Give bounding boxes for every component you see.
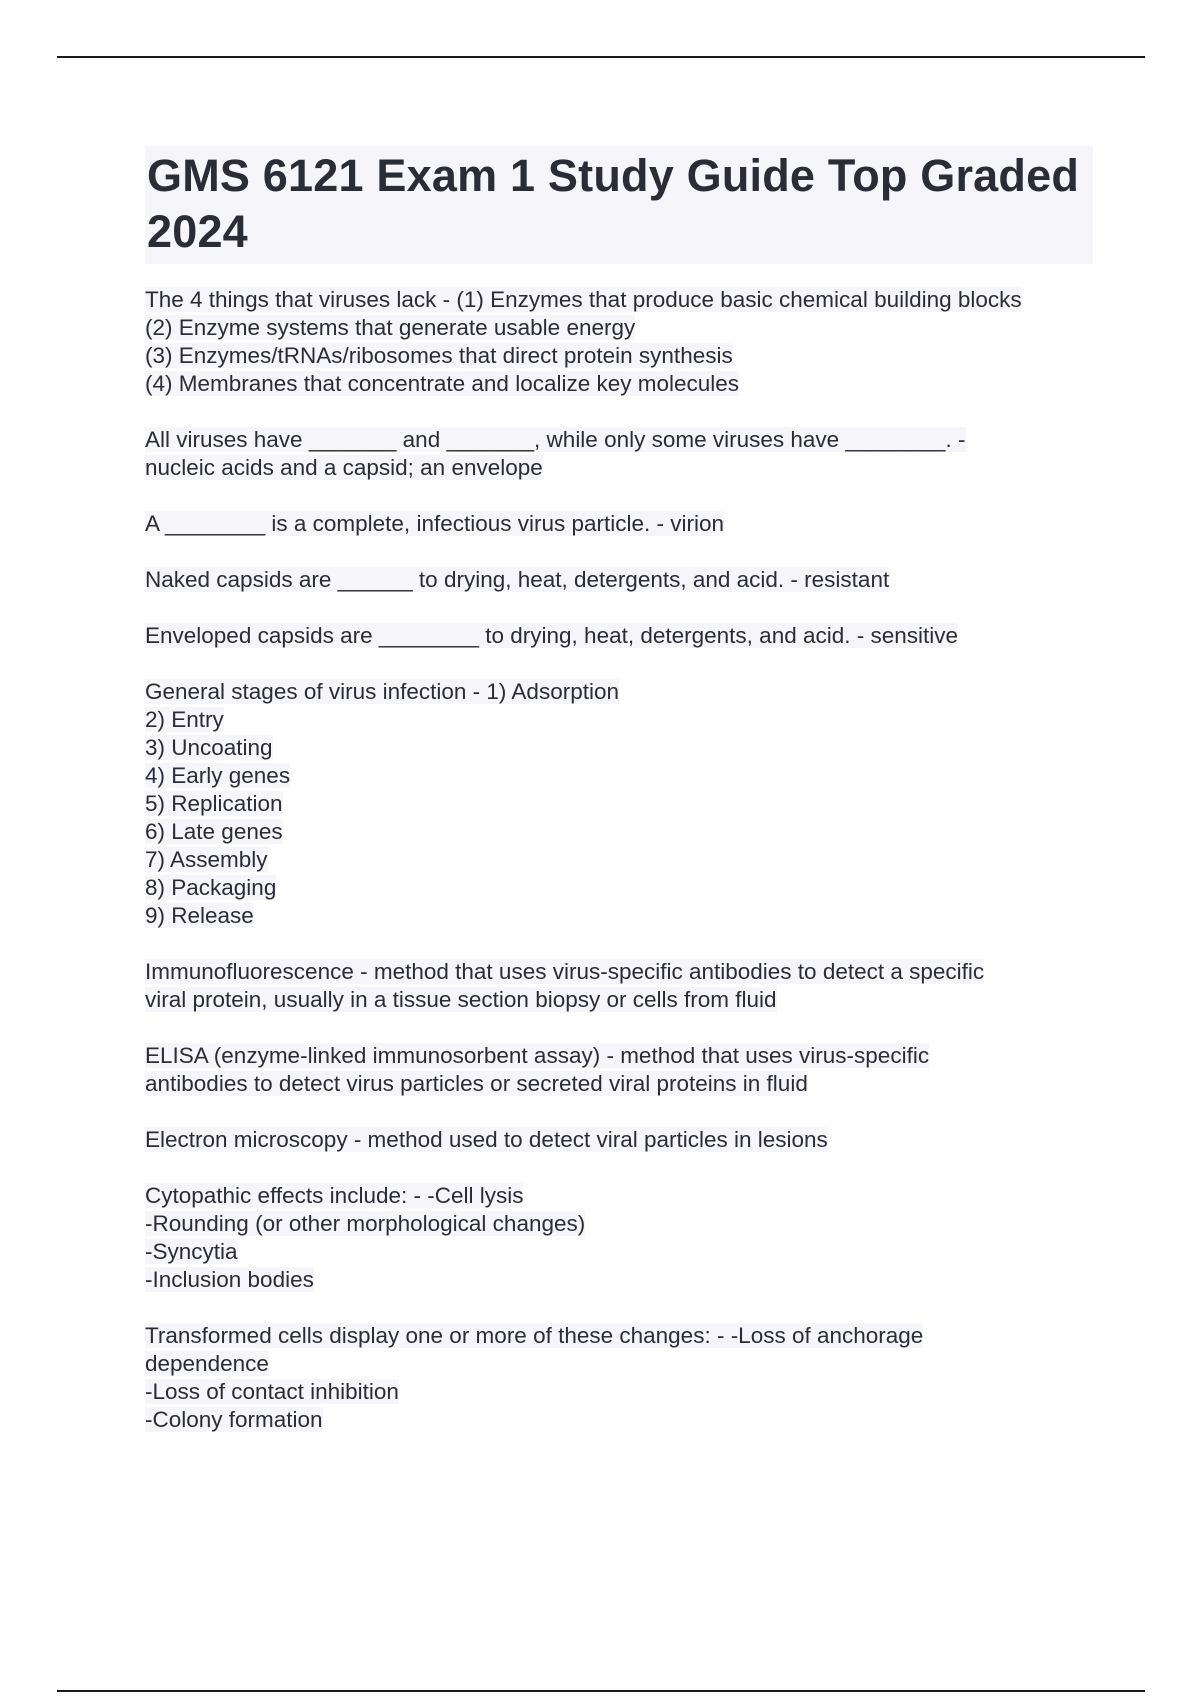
flashcard-line-text: Naked capsids are ______ to drying, heat, detergents, and acid. - resistant bbox=[145, 567, 890, 592]
flashcard-line bbox=[145, 902, 1093, 930]
flashcard-line bbox=[145, 790, 1093, 818]
flashcard-line-text: (2) Enzyme systems that generate usable energy bbox=[145, 315, 636, 340]
flashcard-line bbox=[145, 1322, 1093, 1350]
flashcard-line bbox=[145, 1266, 1093, 1294]
flashcard-line bbox=[145, 1042, 1093, 1070]
flashcard-entry bbox=[145, 510, 1093, 538]
study-guide-content bbox=[145, 146, 1093, 1462]
flashcard-line bbox=[145, 370, 1093, 398]
flashcard-line bbox=[145, 286, 1093, 314]
flashcard-line-text: nucleic acids and a capsid; an envelope bbox=[145, 455, 543, 480]
flashcard-line bbox=[145, 874, 1093, 902]
flashcard-entry bbox=[145, 678, 1093, 930]
flashcard-line-text: antibodies to detect virus particles or secreted viral proteins in fluid bbox=[145, 1071, 808, 1096]
flashcard-line-text: Enveloped capsids are ________ to drying, heat, detergents, and acid. - sensitive bbox=[145, 623, 959, 648]
flashcard-line-text: Immunofluorescence - method that uses virus-specific antibodies to detect a specific bbox=[145, 959, 985, 984]
flashcard-line-text: 4) Early genes bbox=[145, 763, 291, 788]
bottom-rule bbox=[57, 1690, 1145, 1692]
flashcard-line bbox=[145, 622, 1093, 650]
flashcard-line bbox=[145, 1210, 1093, 1238]
flashcard-line bbox=[145, 566, 1093, 594]
flashcard-line-text: 6) Late genes bbox=[145, 819, 283, 844]
flashcard-line-text: 8) Packaging bbox=[145, 875, 277, 900]
flashcard-line bbox=[145, 510, 1093, 538]
flashcard-line-text: A ________ is a complete, infectious virus particle. - virion bbox=[145, 511, 725, 536]
flashcard-list bbox=[145, 286, 1093, 1434]
flashcard-line-text: -Rounding (or other morphological changes) bbox=[145, 1211, 586, 1236]
flashcard-line bbox=[145, 734, 1093, 762]
flashcard-line-text: ELISA (enzyme-linked immunosorbent assay) - method that uses virus-specific bbox=[145, 1043, 930, 1068]
flashcard-line-text: -Inclusion bodies bbox=[145, 1267, 314, 1292]
flashcard-line bbox=[145, 762, 1093, 790]
flashcard-line bbox=[145, 958, 1093, 986]
flashcard-line-text: (3) Enzymes/tRNAs/ribosomes that direct protein synthesis bbox=[145, 343, 733, 368]
flashcard-line bbox=[145, 314, 1093, 342]
flashcard-line-text: General stages of virus infection - 1) Adsorption bbox=[145, 679, 619, 704]
flashcard-line bbox=[145, 1238, 1093, 1266]
flashcard-line-text: -Syncytia bbox=[145, 1239, 238, 1264]
flashcard-line bbox=[145, 426, 1093, 454]
flashcard-line bbox=[145, 1126, 1093, 1154]
flashcard-line bbox=[145, 678, 1093, 706]
flashcard-line bbox=[145, 846, 1093, 874]
flashcard-line bbox=[145, 454, 1093, 482]
flashcard-line-text: dependence bbox=[145, 1351, 269, 1376]
flashcard-line bbox=[145, 1070, 1093, 1098]
flashcard-entry bbox=[145, 1322, 1093, 1434]
flashcard-line-text: 3) Uncoating bbox=[145, 735, 273, 760]
flashcard-line bbox=[145, 1378, 1093, 1406]
flashcard-line bbox=[145, 986, 1093, 1014]
flashcard-line-text: Cytopathic effects include: - -Cell lysis bbox=[145, 1183, 524, 1208]
top-rule bbox=[57, 56, 1145, 58]
flashcard-entry bbox=[145, 622, 1093, 650]
flashcard-entry bbox=[145, 286, 1093, 398]
flashcard-line-text: 9) Release bbox=[145, 903, 254, 928]
flashcard-line-text: All viruses have _______ and _______, while only some viruses have ________. - bbox=[145, 427, 966, 452]
flashcard-line-text: Transformed cells display one or more of these changes: - -Loss of anchorage bbox=[145, 1323, 924, 1348]
flashcard-line-text: 5) Replication bbox=[145, 791, 283, 816]
flashcard-line-text: 2) Entry bbox=[145, 707, 224, 732]
flashcard-line bbox=[145, 818, 1093, 846]
flashcard-line-text: (4) Membranes that concentrate and localize key molecules bbox=[145, 371, 740, 396]
flashcard-line-text: 7) Assembly bbox=[145, 847, 268, 872]
flashcard-line-text: Electron microscopy - method used to detect viral particles in lesions bbox=[145, 1127, 828, 1152]
flashcard-line bbox=[145, 1182, 1093, 1210]
flashcard-line bbox=[145, 706, 1093, 734]
flashcard-entry bbox=[145, 958, 1093, 1014]
flashcard-line bbox=[145, 342, 1093, 370]
flashcard-line-text: -Colony formation bbox=[145, 1407, 323, 1432]
flashcard-entry bbox=[145, 1042, 1093, 1098]
flashcard-entry bbox=[145, 566, 1093, 594]
flashcard-line bbox=[145, 1350, 1093, 1378]
flashcard-line-text: The 4 things that viruses lack - (1) Enzymes that produce basic chemical building blocks bbox=[145, 287, 1022, 312]
flashcard-entry bbox=[145, 1182, 1093, 1294]
flashcard-entry bbox=[145, 1126, 1093, 1154]
title-block bbox=[145, 146, 1093, 264]
document-title: GMS 6121 Exam 1 Study Guide Top Graded 2024 bbox=[147, 150, 1080, 257]
flashcard-line-text: viral protein, usually in a tissue section biopsy or cells from fluid bbox=[145, 987, 777, 1012]
flashcard-entry bbox=[145, 426, 1093, 482]
flashcard-line bbox=[145, 1406, 1093, 1434]
flashcard-line-text: -Loss of contact inhibition bbox=[145, 1379, 399, 1404]
